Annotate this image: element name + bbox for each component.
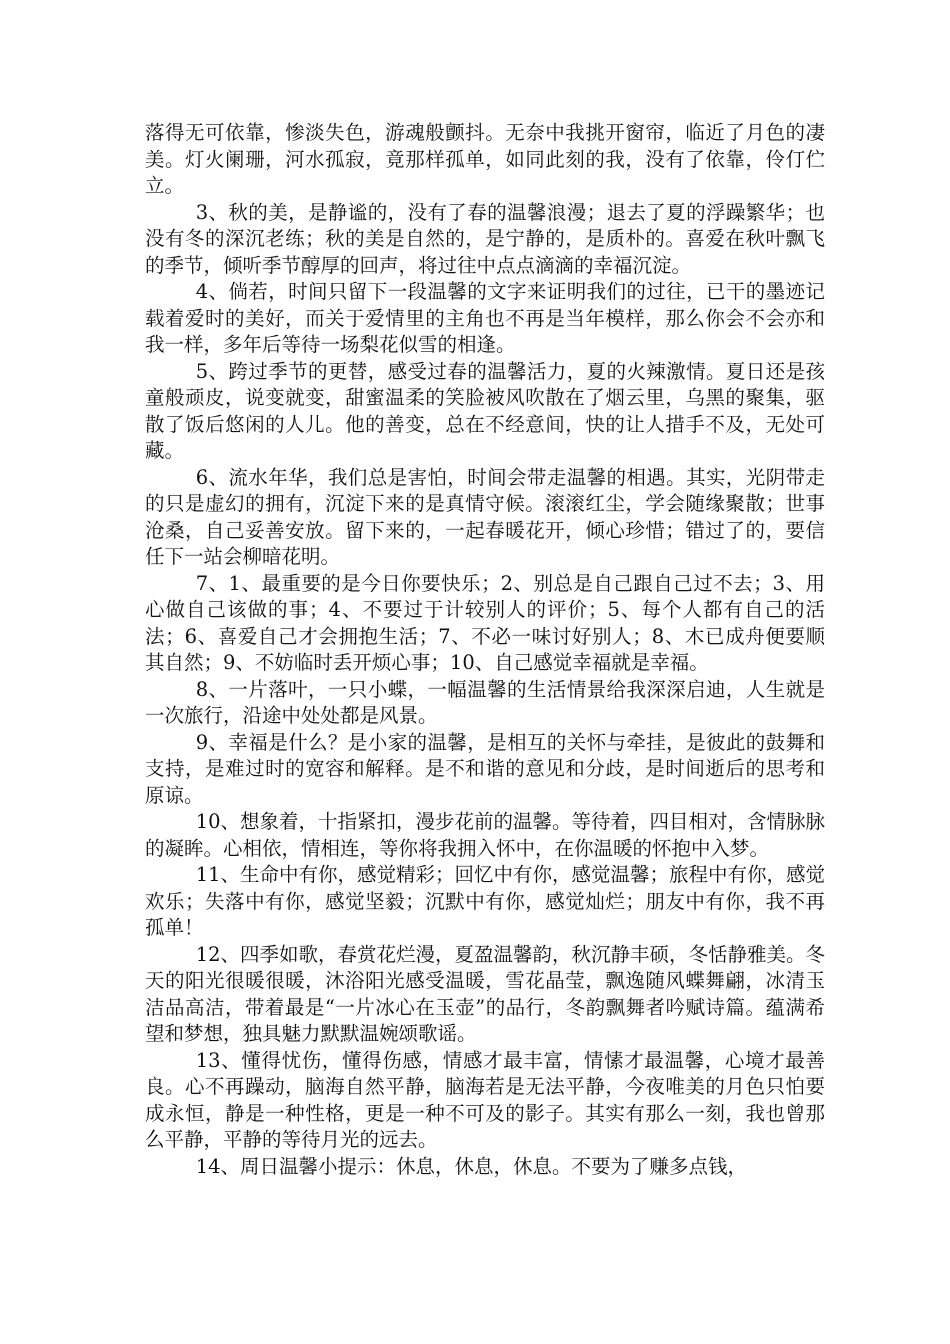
paragraph-11: 11、生命中有你，感觉精彩；回忆中有你，感觉温馨；旅程中有你，感觉欢乐；失落中有你，感觉坚毅；沉默中有你，感觉灿烂；朋友中有你，我不再孤单！ [145,863,826,939]
paragraph-13: 13、懂得忧伤，懂得伤感，情感才最丰富，情愫才最温馨，心境才最善良。心不再躁动，脑海自然平静，脑海若是无法平静，今夜唯美的月色只怕要成永恒，静是一种性格，更是一种不可及的影子。其实有那么一刻，我也曾那么平静，平静的等待月光的远去。 [145,1048,825,1151]
paragraph-7: 7、1、最重要的是今日你要快乐；2、别总是自己跟自己过不去；3、用心做自己该做的事；4、不要过于计较别人的评价；5、每个人都有自己的活法；6、喜爱自己才会拥抱生活；7、不必一味讨好别人；8、木已成舟便要顺其自然；9、不妨临时丢开烦心事；10、自己感觉幸福就是幸福。 [145,571,825,674]
paragraph-12: 12、四季如歌，春赏花烂漫，夏盈温馨韵，秋沉静丰硕，冬恬静雅美。冬天的阳光很暖很暖，沐浴阳光感受温暖，雪花晶莹，飘逸随风蝶舞翩，冰清玉洁品高洁，带着最是“一片冰心在玉壶”的品行，冬韵飘舞者吟赋诗篇。蕴满希望和梦想，独具魅力默默温婉颂歌谣。 [145,942,826,1045]
paragraph-5: 5、跨过季节的更替，感受过春的温馨活力，夏的火辣激情。夏日还是孩童般顽皮，说变就变，甜蜜温柔的笑脸被风吹散在了烟云里，乌黑的聚集，驱散了饭后悠闲的人儿。他的善变，总在不经意间，快的让人措手不及，无处可藏。 [145,359,825,462]
paragraph-8: 8、一片落叶，一只小蝶，一幅温馨的生活情景给我深深启迪，人生就是一次旅行，沿途中处处都是风景。 [145,677,825,727]
paragraph-4: 4、倘若，时间只留下一段温馨的文字来证明我们的过往，已干的墨迹记载着爱时的美好，而关于爱情里的主角也不再是当年模样，那么你会不会亦和我一样，多年后等待一场梨花似雪的相逢。 [145,280,825,356]
document-body [145,120,825,1180]
paragraph-3: 3、秋的美，是静谧的，没有了春的温馨浪漫；退去了夏的浮躁繁华；也没有冬的深沉老练；秋的美是自然的，是宁静的，是质朴的。喜爱在秋叶飘飞的季节，倾听季节醇厚的回声，将过往中点点滴滴的幸福沉淀。 [145,200,825,277]
paragraph-14: 14、周日温馨小提示：休息，休息，休息。不要为了赚多点钱， [195,1154,748,1178]
paragraph-9: 9、幸福是什么？是小家的温馨，是相互的关怀与牵挂，是彼此的鼓舞和支持，是难过时的宽容和解释。是不和谐的意见和分歧，是时间逝后的思考和原谅。 [145,730,825,807]
paragraph-10: 10、想象着，十指紧扣，漫步花前的温馨。等待着，四目相对，含情脉脉的凝眸。心相依，情相连，等你将我拥入怀中，在你温暖的怀抱中入梦。 [145,810,826,860]
paragraph-continued: 落得无可依靠，惨淡失色，游魂般颤抖。无奈中我挑开窗帘，临近了月色的凄美。灯火阑珊，河水孤寂，竟那样孤单，如同此刻的我，没有了依靠，伶仃伫立。 [145,121,825,197]
paragraph-6: 6、流水年华，我们总是害怕，时间会带走温馨的相遇。其实，光阴带走的只是虚幻的拥有，沉淀下来的是真情守候。滚滚红尘，学会随缘聚散；世事沧桑，自己妥善安放。留下来的，一起春暖花开，倾心珍惜；错过了的，要信任下一站会柳暗花明。 [145,465,825,568]
